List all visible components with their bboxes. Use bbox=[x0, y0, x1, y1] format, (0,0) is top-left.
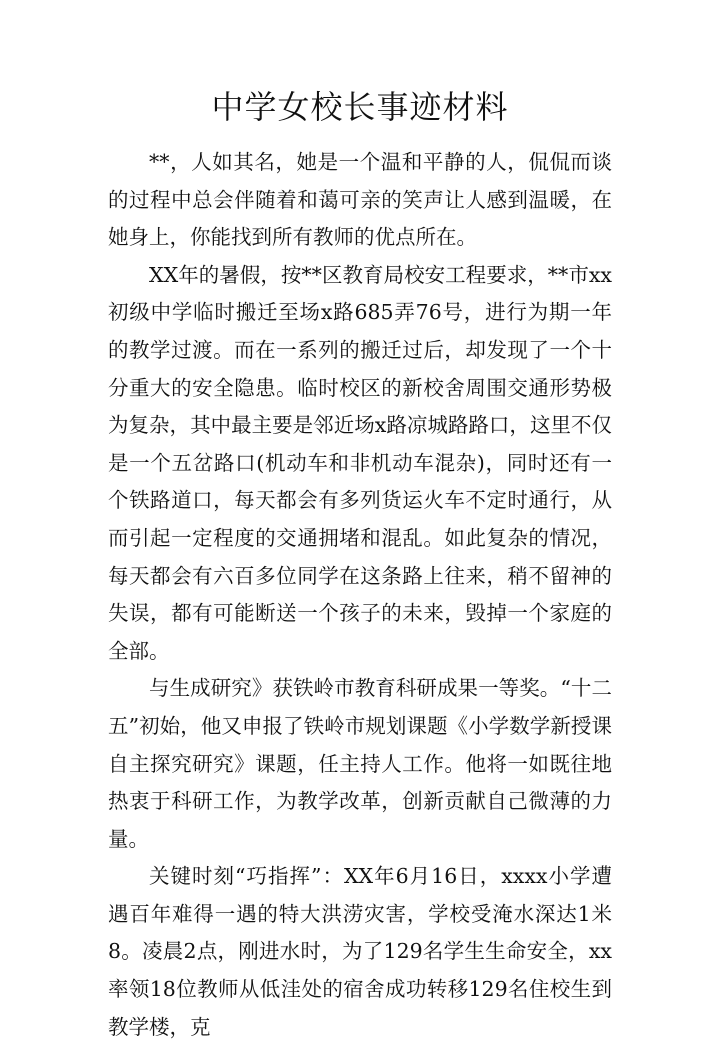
paragraph-2: XX年的暑假，按**区教育局校安工程要求，**市xx初级中学临时搬迁至场x路685弄76号，进行为期一年的教学过渡。而在一系列的搬迁过后，却发现了一个十分重大的安全隐患。临时校区的新校舍周围交通形势极为复杂，其中最主要是邻近场x路凉城路路口，这里不仅是一个五岔路口(机动车和非机动车混杂)，同时还有一个铁路道口，每天都会有多列货运火车不定时通行，从而引起一定程度的交通拥堵和混乱。如此复杂的情况，每天都会有六百多位同学在这条路上往来，稍不留神的失误，都有可能断送一个孩子的未来，毁掉一个家庭的全部。 bbox=[108, 262, 612, 663]
document-body bbox=[108, 144, 612, 1046]
paragraph-1: **，人如其名，她是一个温和平静的人，侃侃而谈的过程中总会伴随着和蔼可亲的笑声让人感到温暖，在她身上，你能找到所有教师的优点所在。 bbox=[108, 150, 612, 250]
paragraph-3: 与生成研究》获铁岭市教育科研成果一等奖。“十二五”初始，他又申报了铁岭市规划课题《小学数学新授课自主探究研究》课题，任主持人工作。他将一如既往地热衷于科研工作，为教学改革，创新贡献自己微薄的力量。 bbox=[108, 676, 612, 851]
paragraph-4: 关键时刻“巧指挥”：XX年6月16日，xxxx小学遭遇百年难得一遇的特大洪涝灾害，学校受淹水深达1米8。凌晨2点，刚进水时，为了129名学生生命安全，xx率领18位教师从低洼处的宿舍成功转移129名住校生到教学楼，克 bbox=[108, 864, 612, 1039]
document-title: 中学女校长事迹材料 bbox=[211, 88, 509, 126]
